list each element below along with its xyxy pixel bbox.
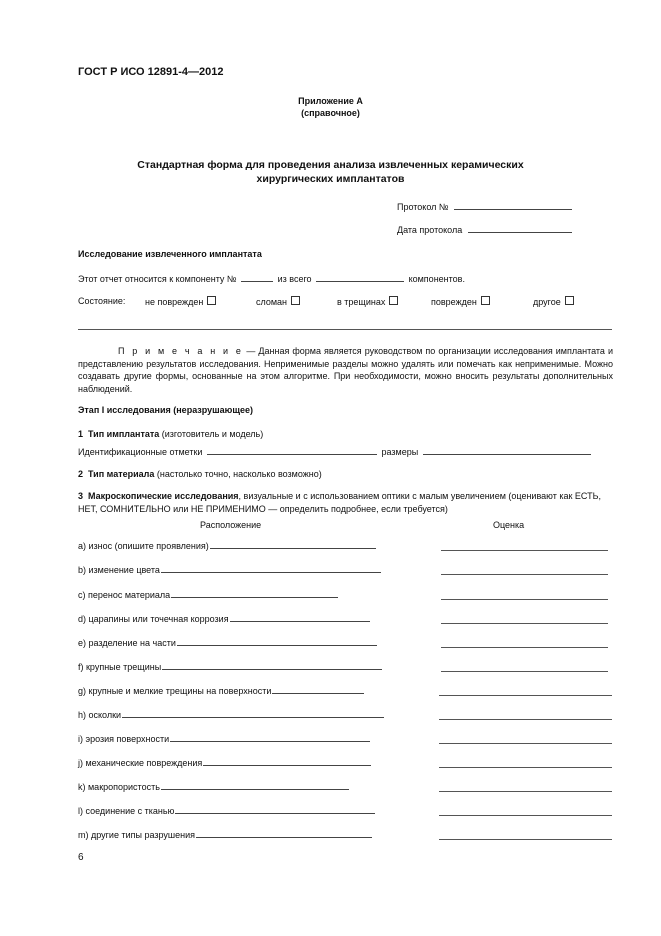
finding-item-i: [78, 733, 370, 744]
ident-label: Идентификационные отметки: [78, 447, 203, 457]
size-label: размеры: [381, 447, 419, 457]
section-title: Исследование извлеченного имплантата: [78, 249, 262, 259]
ident-row: [78, 446, 591, 457]
finding-item-m: [78, 829, 372, 840]
finding-label: k) макропористость: [78, 782, 160, 792]
assessment-field-l[interactable]: [439, 814, 612, 816]
finding-label: e) разделение на части: [78, 638, 176, 648]
finding-label: f) крупные трещины: [78, 662, 162, 672]
report-suffix: компонентов.: [408, 274, 465, 284]
finding-label: b) изменение цвета: [78, 565, 160, 575]
finding-label: h) осколки: [78, 710, 122, 720]
appendix-label: Приложение А: [298, 96, 363, 106]
protocol-date-field[interactable]: [468, 224, 572, 233]
component-total-field[interactable]: [316, 273, 404, 282]
location-field[interactable]: [171, 589, 338, 598]
finding-item-l: [78, 805, 375, 816]
finding-label: d) царапины или точечная коррозия: [78, 614, 229, 624]
location-field[interactable]: [210, 540, 376, 549]
state-option-cracked[interactable]: [337, 296, 398, 307]
protocol-number-label: Протокол №: [397, 202, 449, 212]
location-field[interactable]: [177, 637, 377, 646]
assessment-field-e[interactable]: [441, 646, 608, 648]
finding-item-f: [78, 661, 382, 672]
other-state-field[interactable]: [78, 329, 612, 330]
assessment-field-m[interactable]: [439, 838, 612, 840]
finding-item-e: [78, 637, 377, 648]
location-field[interactable]: [122, 709, 384, 718]
checkbox[interactable]: [389, 296, 398, 305]
assessment-field-h[interactable]: [439, 718, 612, 720]
item1-heading: [78, 429, 263, 439]
state-option-other[interactable]: [533, 296, 574, 307]
stage1-title: Этап I исследования (неразрушающее): [78, 405, 253, 415]
finding-label: а) износ (опишите проявления): [78, 541, 209, 551]
item2-hint: (настолько точно, насколько возможно): [154, 469, 322, 479]
finding-label: m) другие типы разрушения: [78, 830, 195, 840]
assessment-field-i[interactable]: [439, 742, 612, 744]
location-field[interactable]: [161, 564, 381, 573]
note-prefix: П р и м е ч а н и е: [118, 346, 244, 356]
assessment-field-b[interactable]: [441, 573, 608, 575]
finding-item-h: [78, 709, 384, 720]
state-option-label: в трещинах: [337, 297, 386, 307]
protocol-number-row: [397, 201, 572, 212]
location-field[interactable]: [161, 781, 349, 790]
item3-text: , визуальные и с использованием оптики с малым увеличением (оценивают как ЕСТЬ, НЕТ, СОМНИТЕЛЬНО или НЕ ПРИМЕНИМО — определить подробнее, если требуется): [78, 491, 602, 514]
page-number: 6: [78, 852, 84, 863]
finding-item-d: [78, 613, 370, 624]
location-field[interactable]: [272, 685, 364, 694]
item1-title: Тип имплантата: [88, 429, 160, 439]
assessment-field-d[interactable]: [441, 622, 608, 624]
ident-field[interactable]: [207, 446, 377, 455]
note-paragraph: [78, 345, 613, 395]
report-prefix: Этот отчет относится к компоненту №: [78, 274, 237, 284]
report-row: [78, 273, 465, 284]
column-location: Расположение: [200, 520, 262, 530]
item2-heading: [78, 469, 322, 479]
document-code: ГОСТ Р ИСО 12891-4—2012: [78, 66, 224, 78]
appendix-type: (справочное): [301, 108, 360, 118]
item2-title: Тип материала: [88, 469, 155, 479]
finding-label: c) перенос материала: [78, 590, 171, 600]
finding-label: i) эрозия поверхности: [78, 734, 170, 744]
checkbox[interactable]: [481, 296, 490, 305]
finding-label: g) крупные и мелкие трещины на поверхности: [78, 686, 272, 696]
state-option-damaged[interactable]: [431, 296, 490, 307]
state-label: Состояние:: [78, 296, 126, 306]
item2-number: 2: [78, 469, 84, 479]
finding-item-c: [78, 589, 338, 600]
location-field[interactable]: [162, 661, 382, 670]
state-option-broken[interactable]: [256, 296, 300, 307]
location-field[interactable]: [203, 757, 371, 766]
location-field[interactable]: [196, 829, 372, 838]
finding-item-g: [78, 685, 364, 696]
checkbox[interactable]: [207, 296, 216, 305]
assessment-field-k[interactable]: [439, 790, 612, 792]
assessment-field-j[interactable]: [439, 766, 612, 768]
item3-heading: [78, 490, 613, 515]
assessment-field-a[interactable]: [441, 549, 608, 551]
state-option-label: поврежден: [431, 297, 477, 307]
item3-number: 3: [78, 491, 84, 501]
protocol-date-row: [397, 224, 572, 235]
state-option-label: не поврежден: [145, 297, 204, 307]
form-title-line-1: Стандартная форма для проведения анализа извлеченных керамических: [137, 159, 524, 171]
finding-label: j) механические повреждения: [78, 758, 203, 768]
finding-item-a: [78, 540, 376, 551]
item1-number: 1: [78, 429, 84, 439]
state-option-label: другое: [533, 297, 561, 307]
protocol-date-label: Дата протокола: [397, 225, 463, 235]
assessment-field-g[interactable]: [439, 694, 612, 696]
component-number-field[interactable]: [241, 273, 273, 282]
state-option-not-damaged[interactable]: [145, 296, 216, 307]
state-option-label: сломан: [256, 297, 288, 307]
checkbox[interactable]: [565, 296, 574, 305]
finding-label: l) соединение с тканью: [78, 806, 175, 816]
item1-hint: (изготовитель и модель): [159, 429, 264, 439]
report-mid: из всего: [277, 274, 312, 284]
form-title: [60, 158, 601, 186]
finding-item-k: [78, 781, 349, 792]
note-text: — Данная форма является руководством по организации исследования имплантата и представлению результатов исследования. Неприменимые разделы можно удалять или помечать как неприменимые. Можно создавать другие формы, основанные на этом алгоритме. При необходимости, можно вносить результаты дополнительных наблюдений.: [78, 346, 613, 394]
assessment-field-f[interactable]: [441, 670, 608, 672]
assessment-field-c[interactable]: [441, 598, 608, 600]
checkbox[interactable]: [291, 296, 300, 305]
size-field[interactable]: [423, 446, 591, 455]
column-assessment: Оценка: [493, 520, 525, 530]
form-title-line-2: хирургических имплантатов: [256, 173, 405, 185]
finding-item-j: [78, 757, 371, 768]
item3-title: Макроскопические исследования: [88, 491, 239, 501]
location-field[interactable]: [175, 805, 375, 814]
location-field[interactable]: [170, 733, 370, 742]
finding-item-b: [78, 564, 381, 575]
location-field[interactable]: [230, 613, 370, 622]
protocol-number-field[interactable]: [454, 201, 572, 210]
